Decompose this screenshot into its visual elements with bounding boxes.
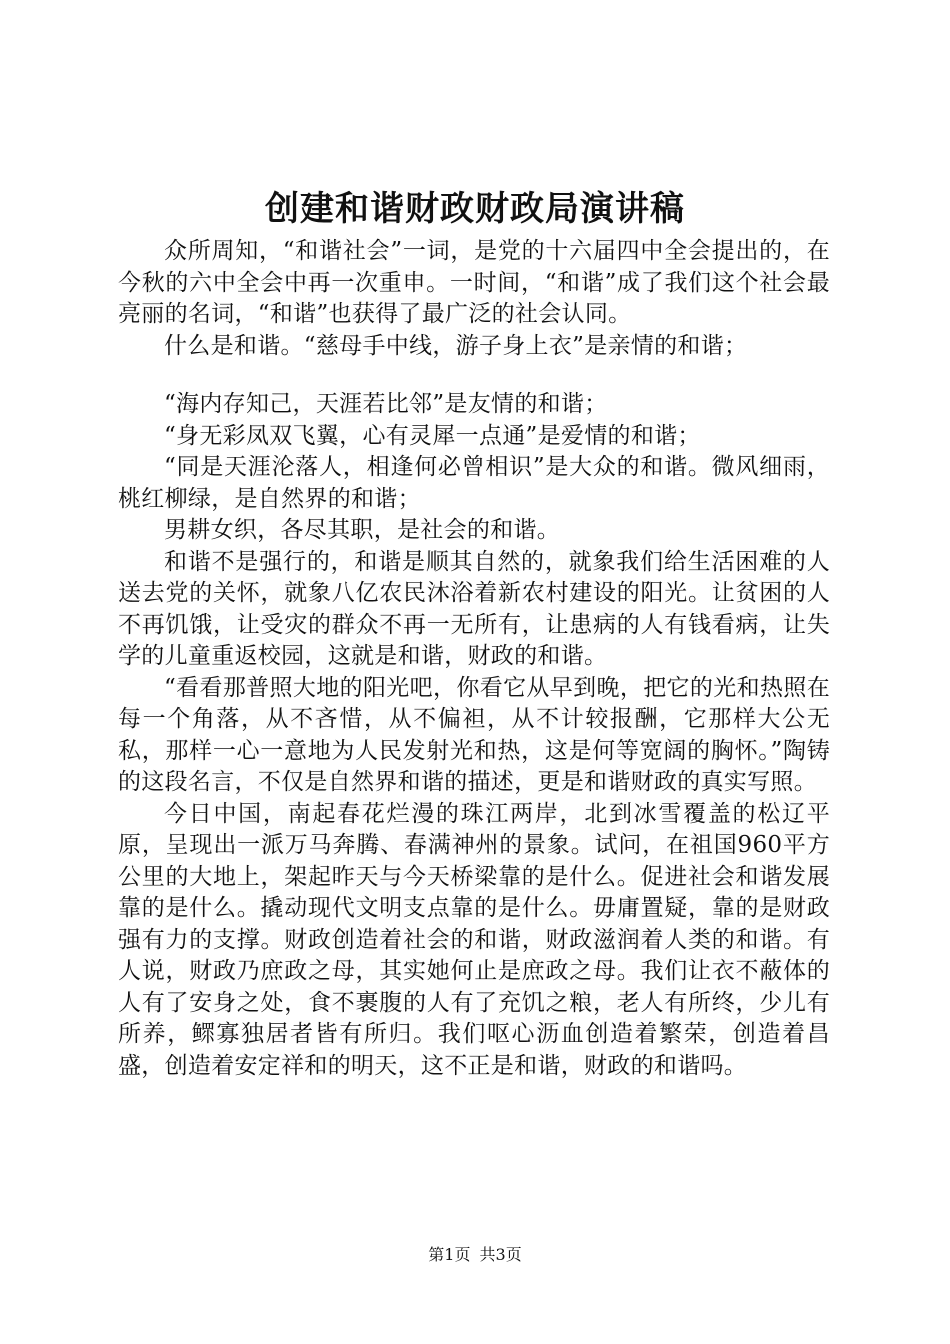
paragraph-2: 什么是和谐。“慈母手中线，游子身上衣”是亲情的和谐； — [164, 332, 748, 359]
page-total: 共3页 — [479, 1245, 522, 1264]
blank-line — [118, 362, 830, 389]
document-body — [118, 236, 830, 1082]
paragraph-8: “看看那普照大地的阳光吧，你看它从早到晚，把它的光和热照在每一个角落，从不吝惜，从不偏袒，从不计较报酬，它那样大公无私，那样一心一意地为人民发射光和热，这是何等宽阔的胸怀。”陶铸的这段名言，不仅是自然界和谐的描述，更是和谐财政的真实写照。 — [118, 674, 830, 795]
paragraph-7: 和谐不是强行的，和谐是顺其自然的，就象我们给生活困难的人送去党的关怀，就象八亿农民沐浴着新农村建设的阳光。让贫困的人不再饥饿，让受灾的群众不再一无所有，让患病的人有钱看病，让失学的儿童重返校园，这就是和谐，财政的和谐。 — [118, 548, 830, 669]
paragraph-6: 男耕女织，各尽其职，是社会的和谐。 — [164, 517, 561, 543]
page-number: 第1页 — [428, 1245, 471, 1264]
paragraph-5: “同是天涯沦落人，相逢何必曾相识”是大众的和谐。微风细雨，桃红柳绿，是自然界的和谐； — [118, 454, 830, 512]
document-title: 创建和谐财政财政局演讲稿 — [265, 189, 685, 229]
page-footer — [0, 1244, 950, 1266]
paragraph-1: 众所周知，“和谐社会”一词，是党的十六届四中全会提出的，在今秋的六中全会中再一次重申。一时间，“和谐”成了我们这个社会最亮丽的名词，“和谐”也获得了最广泛的社会认同。 — [118, 238, 830, 327]
paragraph-9: 今日中国，南起春花烂漫的珠江两岸，北到冰雪覆盖的松辽平原，呈现出一派万马奔腾、春满神州的景象。试问，在祖国960平方公里的大地上，架起昨天与今天桥梁靠的是什么。促进社会和谐发展靠的是什么。撬动现代文明支点靠的是什么。毋庸置疑，靠的是财政强有力的支撑。财政创造着社会的和谐，财政滋润着人类的和谐。有人说，财政乃庶政之母，其实她何止是庶政之母。我们让衣不蔽体的人有了安身之处，食不裹腹的人有了充饥之粮，老人有所终，少儿有所养，鳏寡独居者皆有所归。我们呕心沥血创造着繁荣，创造着昌盛，创造着安定祥和的明天，这不正是和谐，财政的和谐吗。 — [118, 800, 830, 1079]
paragraph-4: “身无彩凤双飞翼，心有灵犀一点通”是爱情的和谐； — [164, 422, 701, 449]
paragraph-3: “海内存知己，天涯若比邻”是友情的和谐； — [164, 391, 608, 417]
